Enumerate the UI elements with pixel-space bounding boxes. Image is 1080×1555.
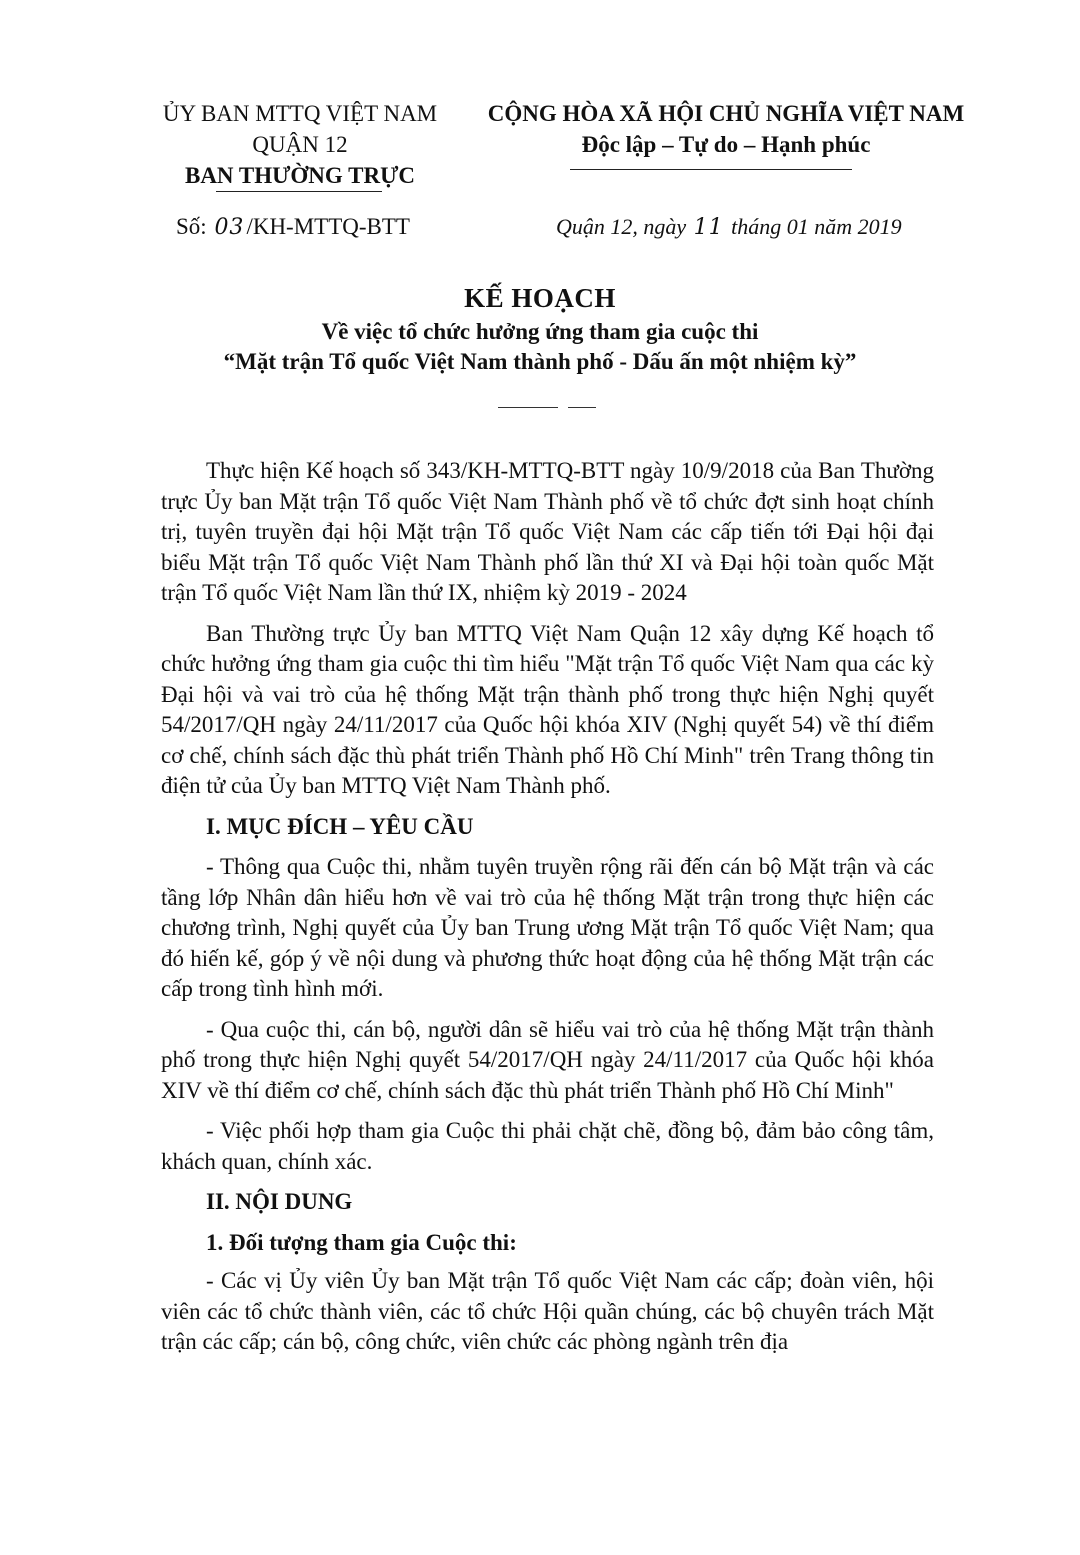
document-type-title: KẾ HOẠCH xyxy=(464,283,616,313)
place-date-suffix: tháng 01 năm 2019 xyxy=(731,214,902,239)
place-date-prefix: Quận 12, ngày xyxy=(556,214,687,239)
date-day-handwritten: 11 xyxy=(693,215,724,240)
section-heading-2: II. NỘI DUNG xyxy=(206,1189,353,1214)
issuing-agency-block xyxy=(140,98,460,191)
body-paragraph-1: Thực hiện Kế hoạch số 343/KH-MTTQ-BTT ngày 10/9/2018 của Ban Thường trực Ủy ban Mặt trận Tổ quốc Việt Nam Thành phố về tổ chức đợt sinh hoạt chính trị, tuyên truyền đại hội Mặt trận Tổ quốc Việt Nam các cấp tiến tới Đại hội đại biểu Mặt trận Tổ quốc Việt Nam Thành phố lần thứ XI và Đại hội toàn quốc Mặt trận Tổ quốc Việt Nam lần thứ IX, nhiệm kỳ 2019 - 2024 xyxy=(161,458,934,605)
agency-line-2: QUẬN 12 xyxy=(252,132,348,157)
document-body xyxy=(161,456,934,1368)
subtitle-line-1: Về việc tổ chức hưởng ứng tham gia cuộc thi xyxy=(321,319,759,344)
title-divider-left xyxy=(498,407,558,408)
section-1-item-1: - Thông qua Cuộc thi, nhằm tuyên truyền rộng rãi đến cán bộ Mặt trận và các tầng lớp Nhân dân hiểu hơn về vai trò của hệ thống Mặt trận trong thực hiện các chương trình, Nghị quyết của Ủy ban Trung ương Mặt trận Tổ quốc Việt Nam; qua đó hiến kế, góp ý về nội dung và phương thức hoạt động của hệ thống Mặt trận các cấp trong tình hình mới. xyxy=(161,854,934,1001)
document-number-prefix: Số: xyxy=(176,214,207,239)
agency-underline xyxy=(216,191,382,192)
national-title: CỘNG HÒA XÃ HỘI CHỦ NGHĨA VIỆT NAM xyxy=(487,101,965,126)
subtitle-line-2: “Mặt trận Tổ quốc Việt Nam thành phố - Dấu ấn một nhiệm kỳ” xyxy=(223,349,857,374)
document-subtitle xyxy=(150,317,930,377)
national-motto-block xyxy=(466,98,986,160)
title-divider-right xyxy=(568,407,596,408)
subsection-2-1-item-1: - Các vị Ủy viên Ủy ban Mặt trận Tổ quốc Việt Nam các cấp; đoàn viên, hội viên các tổ chức thành viên, các tổ chức Hội quần chúng, các bộ chuyên trách Mặt trận các cấp; cán bộ, công chức, viên chức các phòng ngành trên địa xyxy=(161,1268,934,1354)
document-number xyxy=(176,214,410,240)
place-and-date xyxy=(556,214,902,240)
agency-line-1: ỦY BAN MTTQ VIỆT NAM xyxy=(162,101,438,126)
national-motto: Độc lập – Tự do – Hạnh phúc xyxy=(581,132,871,157)
document-number-handwritten: 03 xyxy=(214,215,245,240)
section-1-item-3: - Việc phối hợp tham gia Cuộc thi phải chặt chẽ, đồng bộ, đảm bảo công tâm, khách quan, chính xác. xyxy=(161,1118,934,1174)
agency-line-3: BAN THƯỜNG TRỰC xyxy=(184,163,416,188)
body-paragraph-2: Ban Thường trực Ủy ban MTTQ Việt Nam Quận 12 xây dựng Kế hoạch tổ chức hưởng ứng tham gia cuộc thi tìm hiểu "Mặt trận Tổ quốc Việt Nam qua các kỳ Đại hội và vai trò của hệ thống Mặt trận thành phố trong thực hiện Nghị quyết 54/2017/QH ngày 24/11/2017 của Quốc hội khóa XIV (Nghị quyết 54) về thí điểm cơ chế, chính sách đặc thù phát triển Thành phố Hồ Chí Minh" trên Trang thông tin điện tử của Ủy ban MTTQ Việt Nam Thành phố. xyxy=(161,620,934,798)
section-heading-1: I. MỤC ĐÍCH – YÊU CẦU xyxy=(206,813,474,839)
motto-underline xyxy=(570,169,852,170)
subsection-heading-2-1: 1. Đối tượng tham gia Cuộc thi: xyxy=(206,1229,517,1255)
document-number-suffix: /KH-MTTQ-BTT xyxy=(246,214,410,239)
section-1-item-2: - Qua cuộc thi, cán bộ, người dân sẽ hiểu vai trò của hệ thống Mặt trận thành phố trong thực hiện Nghị quyết 54/2017/QH ngày 24/11/2017 của Quốc hội khóa XIV về thí điểm cơ chế, chính sách đặc thù phát triển Thành phố Hồ Chí Minh" xyxy=(161,1016,934,1103)
